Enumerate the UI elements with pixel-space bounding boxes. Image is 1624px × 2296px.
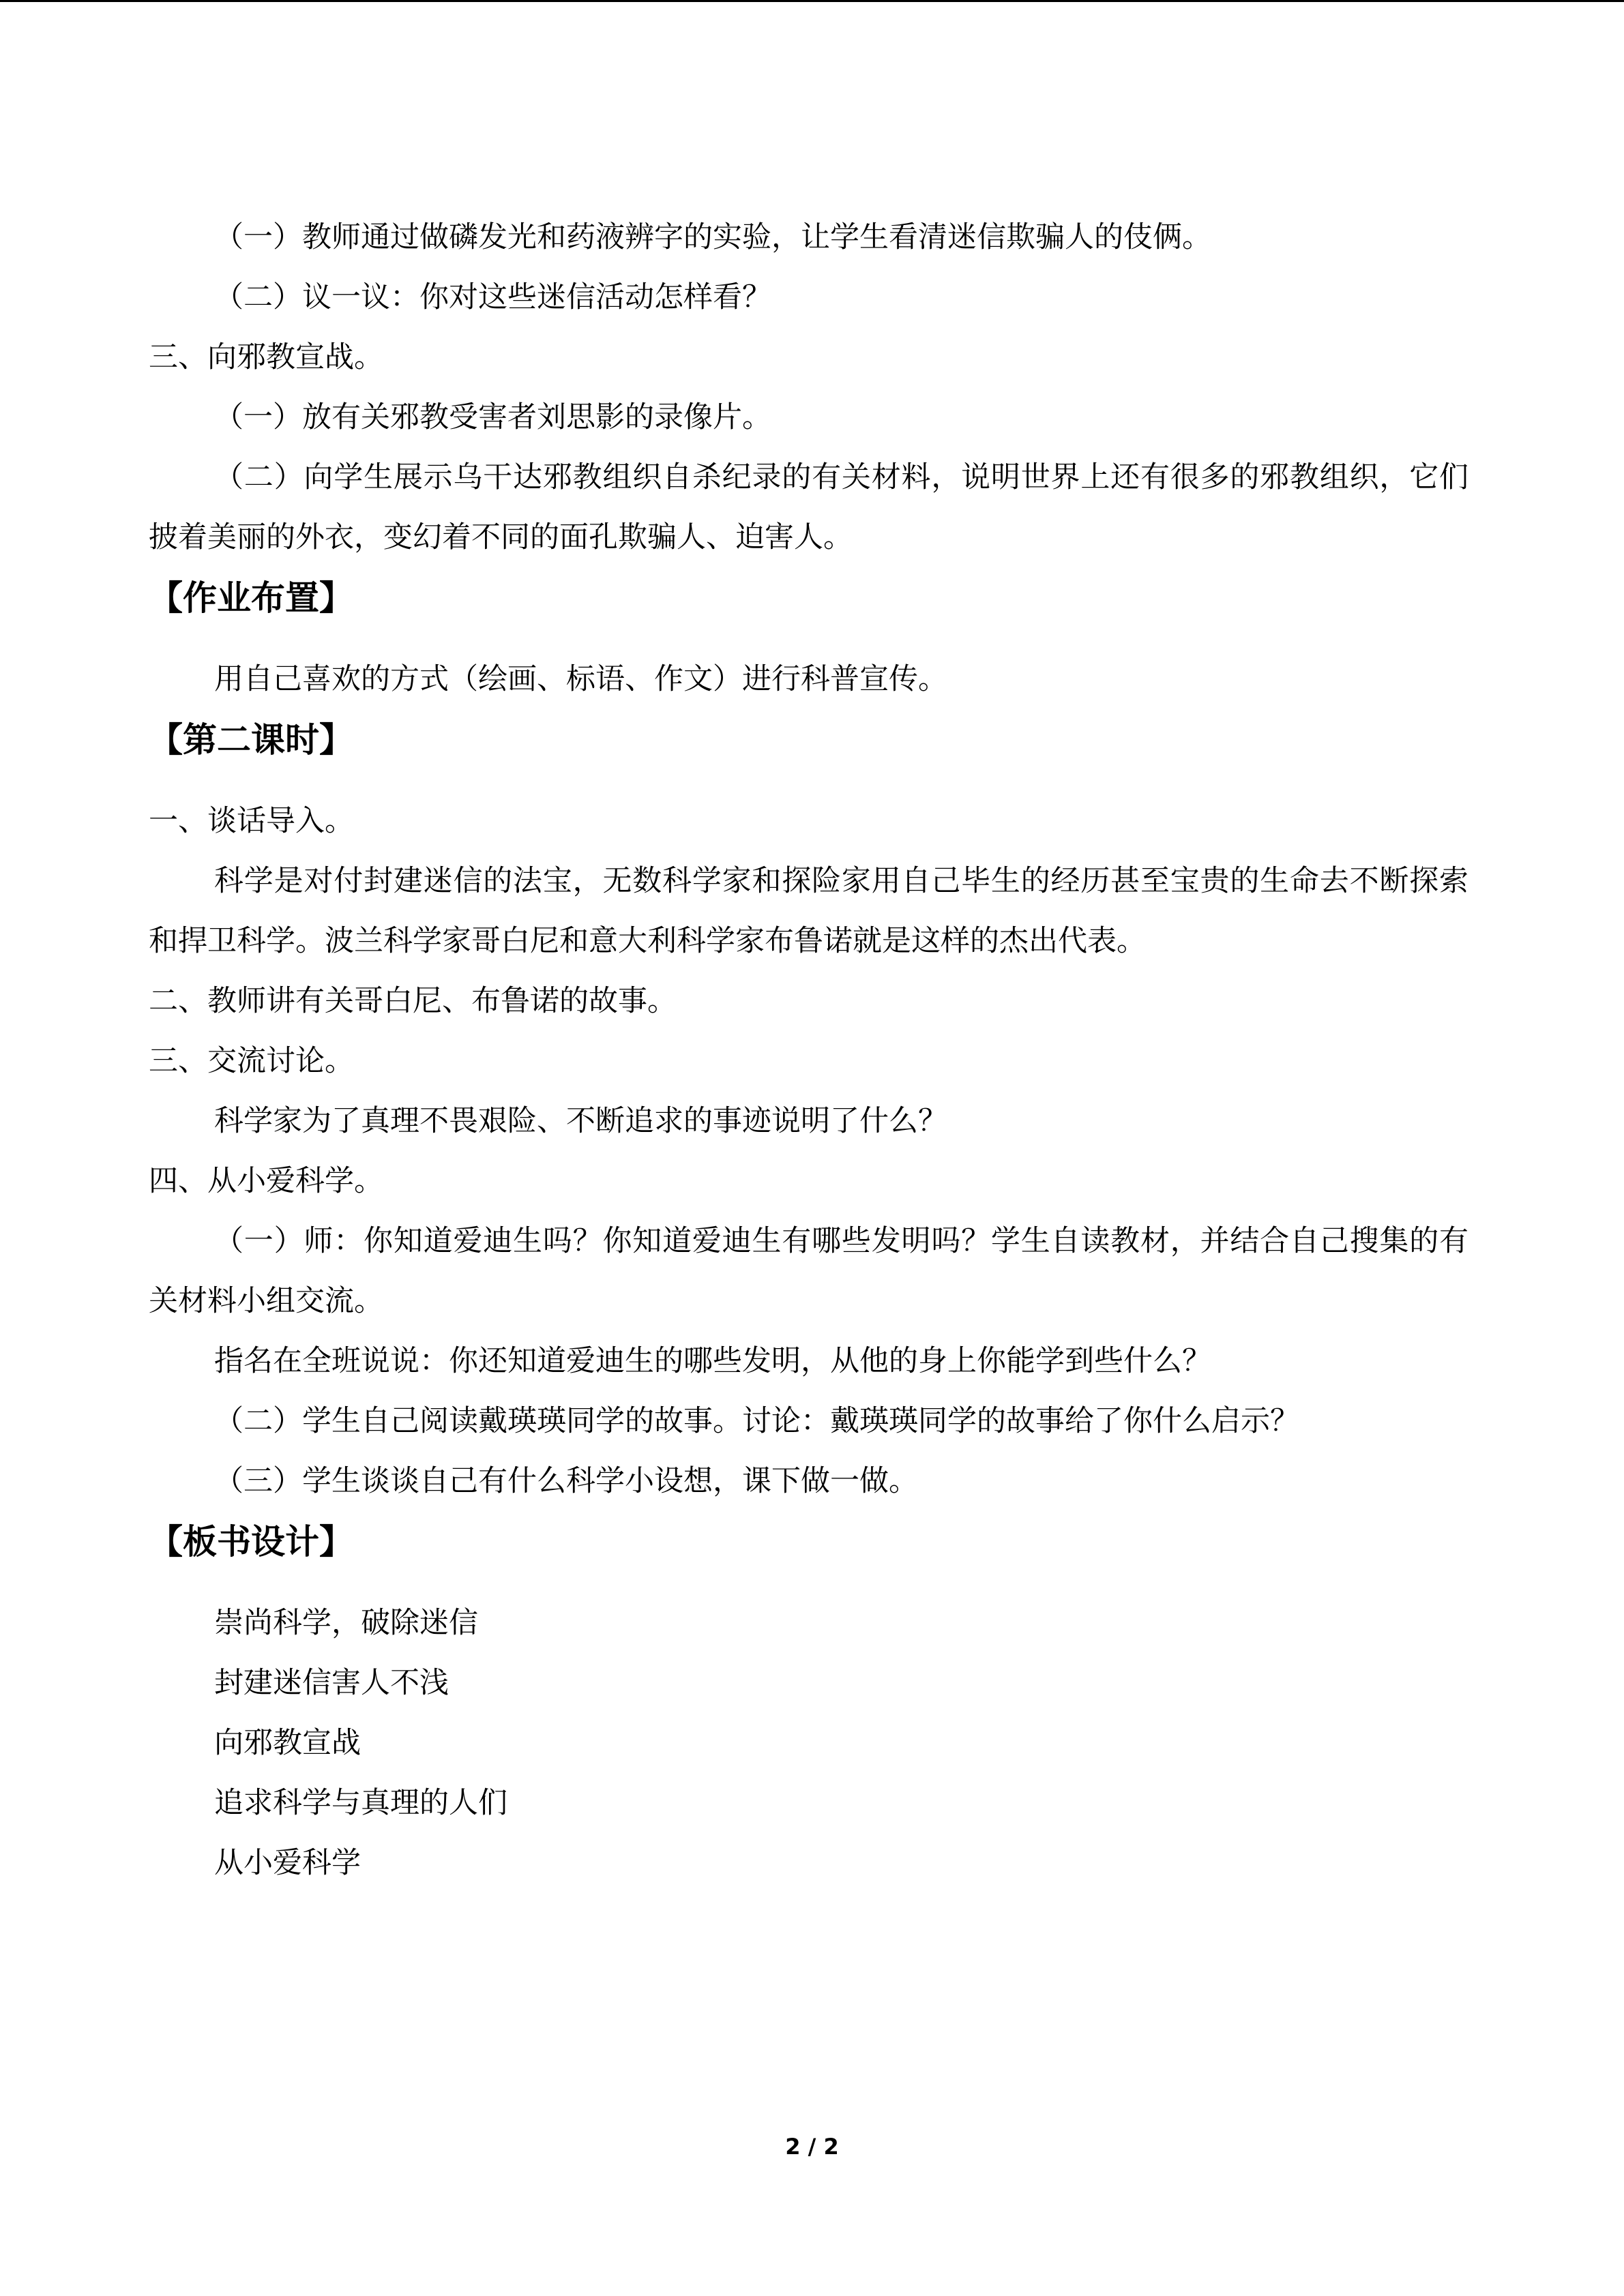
board-line: 从小爱科学	[214, 1846, 361, 1880]
lesson2-love-item1b: 指名在全班说说：你还知道爱迪生的哪些发明，从他的身上你能学到些什么？	[214, 1344, 1211, 1378]
lesson2-story-title: 二、教师讲有关哥白尼、布鲁诺的故事。	[149, 984, 677, 1018]
lesson2-heading: 【第二课时】	[149, 720, 353, 760]
document-body	[149, 207, 1468, 1893]
lesson2-love-item2: （二）学生自己阅读戴瑛瑛同学的故事。讨论：戴瑛瑛同学的故事给了你什么启示？	[214, 1404, 1299, 1438]
board-line: 崇尚科学，破除迷信	[214, 1606, 478, 1640]
lesson2-love-item3: （三）学生谈谈自己有什么科学小设想，课下做一做。	[214, 1464, 918, 1498]
section2-item2: （二）向学生展示乌干达邪教组织自杀纪录的有关材料，说明世界上还有很多的邪教组织，它们披着美丽的外衣，变幻着不同的面孔欺骗人、迫害人。	[149, 460, 1468, 554]
page-number: 2 / 2	[785, 2134, 839, 2160]
section1-item2: （二）议一议：你对这些迷信活动怎样看？	[214, 280, 771, 314]
board-line: 向邪教宣战	[214, 1726, 361, 1760]
lesson2-discuss-text: 科学家为了真理不畏艰险、不断追求的事迹说明了什么？	[214, 1104, 947, 1138]
homework-text: 用自己喜欢的方式（绘画、标语、作文）进行科普宣传。	[214, 662, 947, 696]
lesson2-intro-text: 科学是对付封建迷信的法宝，无数科学家和探险家用自己毕生的经历甚至宝贵的生命去不断探索和捍卫科学。波兰科学家哥白尼和意大利科学家布鲁诺就是这样的杰出代表。	[149, 864, 1468, 958]
lesson2-discuss-title: 三、交流讨论。	[149, 1044, 354, 1078]
lesson2-intro-title: 一、谈话导入。	[149, 804, 354, 838]
board-heading: 【板书设计】	[149, 1522, 353, 1562]
lesson2-love-item1: （一）师：你知道爱迪生吗？你知道爱迪生有哪些发明吗？学生自读教材，并结合自己搜集的有关材料小组交流。	[149, 1224, 1468, 1318]
section1-item1: （一）教师通过做磷发光和药液辨字的实验，让学生看清迷信欺骗人的伎俩。	[214, 220, 1211, 254]
board-line: 追求科学与真理的人们	[214, 1786, 507, 1820]
section2-title: 三、向邪教宣战。	[149, 340, 383, 374]
lesson2-love-title: 四、从小爱科学。	[149, 1164, 383, 1198]
section2-item1: （一）放有关邪教受害者刘思影的录像片。	[214, 400, 771, 434]
top-border-line	[0, 0, 1624, 2]
board-line: 封建迷信害人不浅	[214, 1666, 449, 1700]
homework-heading: 【作业布置】	[149, 578, 353, 618]
